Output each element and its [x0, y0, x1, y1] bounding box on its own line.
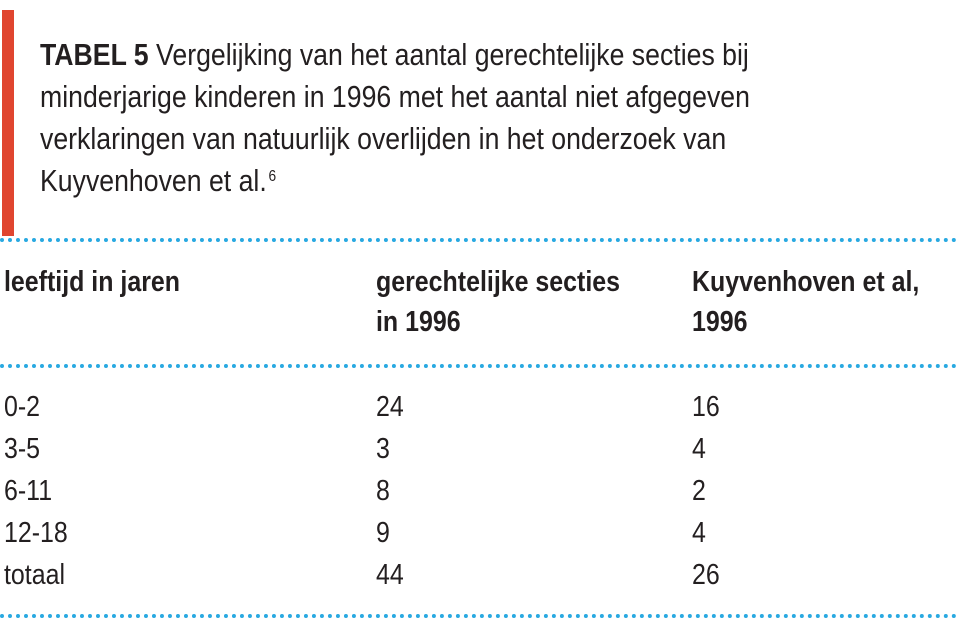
header-forensic [376, 262, 620, 342]
table-cell-age: 12-18 [4, 517, 68, 549]
table-cell-forensic: 9 [376, 517, 390, 549]
table-cell-kuyvenhoven: 4 [692, 517, 706, 549]
table-cell-kuyvenhoven: 4 [692, 433, 706, 465]
table-cell-forensic: 8 [376, 475, 390, 507]
caption-text-4: Kuyvenhoven et al. [40, 163, 267, 198]
header-age-line-1: leeftijd in jaren [4, 266, 181, 298]
table-cell-kuyvenhoven: 2 [692, 475, 706, 507]
header-kuyvenhoven-line-2: 1996 [692, 306, 748, 338]
table-cell-age-total: totaal [4, 559, 66, 591]
header-forensic-line-1: gerechtelijke secties [376, 266, 621, 298]
header-forensic-line-2: in 1996 [376, 306, 461, 338]
header-kuyvenhoven-line-1: Kuyvenhoven et al, [692, 266, 920, 298]
table-cell-kuyvenhoven-total: 26 [692, 559, 720, 591]
table-cell-forensic: 24 [376, 391, 404, 423]
table-cell-age: 0-2 [4, 391, 41, 423]
accent-bar [2, 10, 14, 236]
caption-line-2: minderjarige kinderen in 1996 met het aantal niet afgegeven [40, 79, 750, 114]
caption-line-1 [40, 34, 814, 76]
rule-top [0, 238, 957, 242]
caption-line-3: verklaringen van natuurlijk overlijden in het onderzoek van [40, 121, 727, 156]
table-cell-age: 3-5 [4, 433, 41, 465]
table-cell-forensic-total: 44 [376, 559, 404, 591]
caption-footnote-ref: 6 [268, 168, 277, 185]
caption-line-4 [40, 160, 814, 202]
caption-text-1: Vergelijking van het aantal gerechtelijke secties bij [156, 37, 749, 72]
header-age [4, 262, 180, 302]
caption-label: TABEL 5 [40, 37, 149, 72]
header-kuyvenhoven [692, 262, 919, 342]
rule-bottom [0, 614, 957, 618]
rule-middle [0, 364, 957, 368]
table-cell-kuyvenhoven: 16 [692, 391, 720, 423]
table-cell-forensic: 3 [376, 433, 390, 465]
table-caption [40, 34, 814, 202]
table-cell-age: 6-11 [4, 475, 53, 507]
